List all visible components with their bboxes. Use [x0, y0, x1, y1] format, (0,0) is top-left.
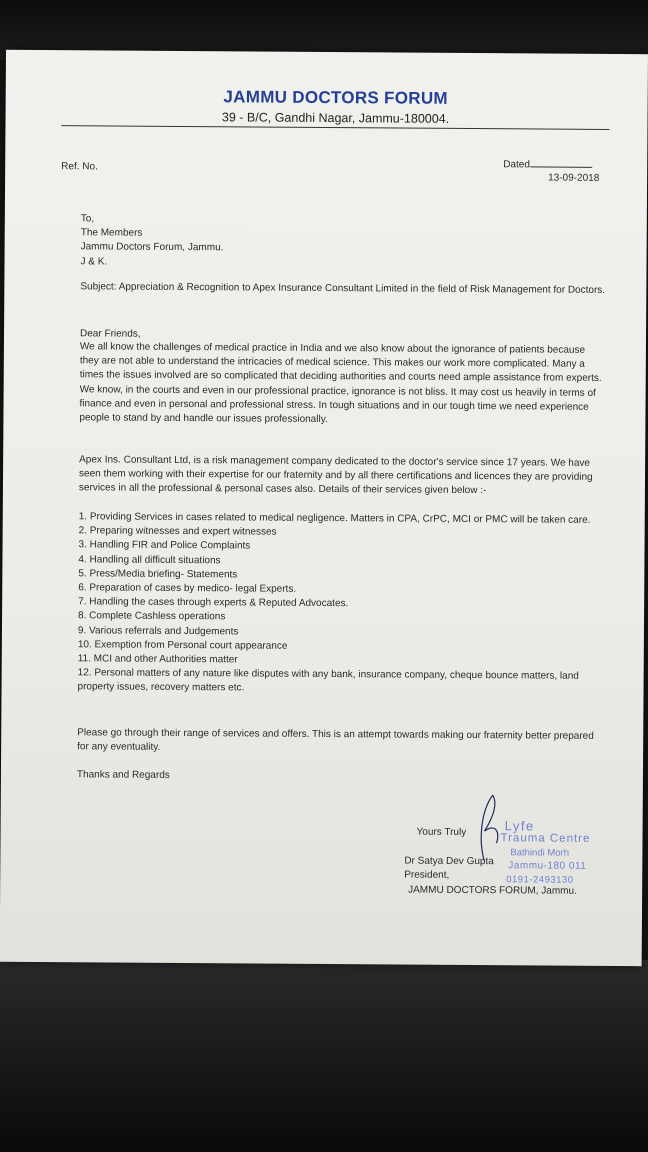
date-value: 13-09-2018: [548, 172, 600, 184]
rubber-stamp: [476, 818, 607, 899]
services-list: [78, 510, 609, 698]
signatory-organization: JAMMU DOCTORS FORUM, Jammu.: [408, 884, 577, 897]
letterhead-address: 39 - B/C, Gandhi Nagar, Jammu-180004.: [221, 110, 450, 126]
service-item: 2. Preparing witnesses and expert witnesses: [78, 525, 277, 538]
service-item: 5. Press/Media briefing- Statements: [78, 568, 238, 581]
recipient-line: J & K.: [80, 255, 108, 268]
recipient-line: To,: [80, 213, 95, 225]
service-item: 4. Handling all difficult situations: [78, 553, 221, 566]
service-item: 6. Preparation of cases by medico- legal Experts.: [78, 582, 297, 595]
service-item: 3. Handling FIR and Police Complaints: [78, 539, 251, 552]
body-paragraph-3: Please go through their range of services and offers. This is an attempt towards making our fraternity better prepared for any eventuality.: [77, 727, 594, 754]
stamp-text: Bathindi Morh: [510, 847, 570, 859]
signatory-name: Dr Satya Dev Gupta: [404, 855, 494, 868]
recipient-line: Jammu Doctors Forum, Jammu.: [80, 241, 224, 254]
letter-page: [0, 50, 648, 966]
service-item: 10. Exemption from Personal court appearance: [77, 639, 288, 652]
service-item: 8. Complete Cashless operations: [78, 610, 226, 623]
ref-number-label: Ref. No.: [61, 161, 98, 173]
dated-label: Dated: [503, 159, 530, 171]
closing: Thanks and Regards: [76, 769, 170, 781]
yours-truly: Yours Truly: [416, 826, 467, 838]
service-item: 9. Various referrals and Judgements: [77, 624, 239, 638]
recipient-block: [80, 212, 580, 272]
salutation: Dear Friends,: [79, 328, 141, 340]
service-item: 11. MCI and other Authorities matter: [77, 653, 238, 666]
body-paragraph-2: Apex Ins. Consultant Ltd, is a risk management company dedicated to the doctor's service since 17 years. We have seen them working with their expertise for our fraternity and by all there certifications and licences they are providing services in all the professional & personal cases also. Details of their services given below :-: [78, 454, 593, 497]
service-item: 12. Personal matters of any nature like disputes with any bank, insurance company, cheque bounce matters, land property issues, recovery matters etc.: [77, 667, 579, 694]
letterhead-title: JAMMU DOCTORS FORUM: [223, 87, 448, 108]
service-item: 7. Handling the cases through experts & Reputed Advocates.: [78, 596, 349, 610]
background-bottom: [0, 960, 648, 1152]
stamp-text: Lyfe: [504, 818, 535, 834]
recipient-line: The Members: [80, 227, 143, 239]
dated-underline: [530, 156, 592, 167]
stamp-text: Jammu-180 011: [508, 860, 587, 872]
dated-field: [503, 156, 592, 173]
stamp-text: 0191-2493130: [506, 874, 574, 886]
subject-line: Subject: Appreciation & Recognition to Apex Insurance Consultant Limited in the field of Risk Management for Doctors.: [80, 281, 606, 296]
stamp-text: Trauma Centre: [500, 832, 591, 845]
service-item: 1. Providing Services in cases related to medical negligence. Matters in CPA, CrPC, MCI or PMC will be taken care.: [78, 511, 591, 526]
body-paragraph-1: We all know the challenges of medical practice in India and we also know about the ignorance of patients because they are not able to understand the intricacies of medical science. This makes our work more complicated. Many a times the issues involved are so complicated that deciding authorities and courts need ample assistance from experts. We know, in the courts and even in our professional practice, ignorance is not bliss. It may cost us heavily in terms of finance and even in personal and professional stress. In tough situations and in our tough time we need experience people to stand by and handle our issues professionally.: [79, 341, 602, 426]
signatory-title: President,: [404, 869, 450, 881]
